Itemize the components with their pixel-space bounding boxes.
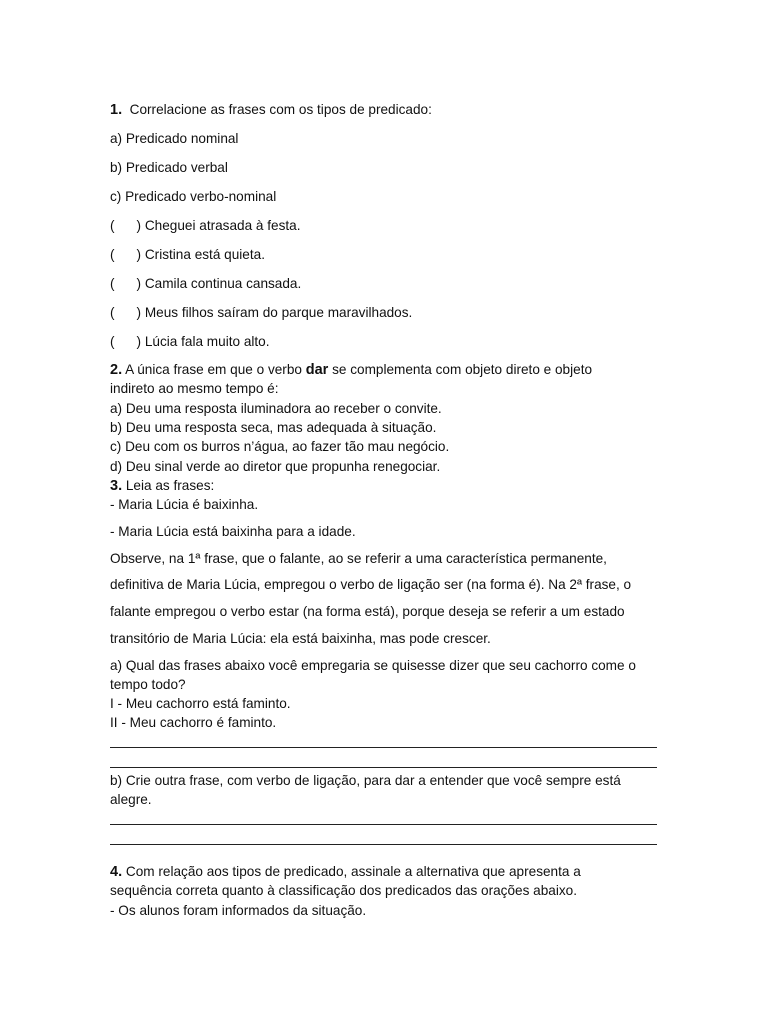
answer-line[interactable]	[110, 844, 657, 845]
q1-item-text: Cheguei atrasada à festa.	[144, 218, 301, 233]
q1-item	[110, 245, 660, 264]
q1-item-text: Lúcia fala muito alto.	[144, 334, 270, 349]
q3-sentence-1: - Maria Lúcia é baixinha.	[110, 497, 259, 512]
q1-item	[110, 274, 660, 293]
q2-number: 2.	[110, 362, 123, 378]
q3-paragraph-line: falante empregou o verbo estar (na forma está), porque deseja se referir a um estado	[110, 604, 625, 619]
q2-option-b: b) Deu uma resposta seca, mas adequada à situação.	[110, 420, 437, 435]
q3-paragraph-line: definitiva de Maria Lúcia, empregou o verbo de ligação ser (na forma é). Na 2ª frase, o	[110, 577, 632, 592]
paren-close: )	[136, 247, 142, 262]
q4-prompt	[110, 862, 660, 882]
paren-close: )	[136, 276, 142, 291]
q3a-option-ii: II - Meu cachorro é faminto.	[110, 715, 277, 730]
paren-open: (	[110, 334, 115, 349]
paren-close: )	[136, 218, 142, 233]
q3-prompt-text: Leia as frases:	[125, 478, 215, 493]
q1-item	[110, 303, 660, 322]
q3a-option-i: I - Meu cachorro está faminto.	[110, 696, 291, 711]
q1-option-b: b) Predicado verbal	[110, 160, 228, 175]
q4-prompt-line2: sequência correta quanto à classificação dos predicados das orações abaixo.	[110, 883, 578, 898]
q1-item	[110, 216, 660, 235]
q1-number: 1.	[110, 102, 123, 118]
answer-line[interactable]	[110, 747, 657, 748]
q1-prompt	[110, 100, 660, 120]
q3a-question-cont: tempo todo?	[110, 677, 186, 692]
paren-open: (	[110, 218, 115, 233]
q1-item-text: Camila continua cansada.	[144, 276, 302, 291]
q2-prompt-line2: indireto ao mesmo tempo é:	[110, 381, 279, 396]
q2-option-a: a) Deu uma resposta iluminadora ao receber o convite.	[110, 401, 442, 416]
q4-sentence: - Os alunos foram informados da situação.	[110, 903, 367, 918]
q3-number: 3.	[110, 478, 123, 494]
paren-close: )	[136, 334, 142, 349]
paren-close: )	[136, 305, 142, 320]
paren-open: (	[110, 276, 115, 291]
q2-prompt-before: A única frase em que o verbo	[125, 362, 302, 377]
q2-prompt-after: se complementa com objeto direto e objeto	[332, 362, 593, 377]
q3a-question: a) Qual das frases abaixo você empregaria se quisesse dizer que seu cachorro come o	[110, 658, 636, 673]
q2-option-c: c) Deu com os burros n’água, ao fazer tão mau negócio.	[110, 439, 450, 454]
answer-line[interactable]	[110, 767, 657, 768]
q1-item-text: Meus filhos saíram do parque maravilhados.	[144, 305, 413, 320]
q1-option-c: c) Predicado verbo-nominal	[110, 189, 277, 204]
paren-open: (	[110, 305, 115, 320]
q1-item	[110, 332, 660, 351]
q2-prompt	[110, 360, 660, 380]
q1-option-a: a) Predicado nominal	[110, 131, 239, 146]
q2-verb: dar	[305, 362, 329, 378]
answer-line[interactable]	[110, 824, 657, 825]
q4-prompt-text: Com relação aos tipos de predicado, assinale a alternativa que apresenta a	[125, 864, 581, 879]
q3b-question-cont: alegre.	[110, 792, 152, 807]
q1-prompt-text: Correlacione as frases com os tipos de predicado:	[129, 102, 432, 117]
q3-paragraph-line: Observe, na 1ª frase, que o falante, ao se referir a uma característica permanente,	[110, 551, 607, 566]
q1-item-text: Cristina está quieta.	[144, 247, 265, 262]
q2-option-d: d) Deu sinal verde ao diretor que propunha renegociar.	[110, 459, 441, 474]
q3-sentence-2: - Maria Lúcia está baixinha para a idade.	[110, 524, 356, 539]
paren-open: (	[110, 247, 115, 262]
q3-prompt	[110, 476, 660, 496]
q3-paragraph-line: transitório de Maria Lúcia: ela está baixinha, mas pode crescer.	[110, 631, 491, 646]
q4-number: 4.	[110, 864, 123, 880]
q3b-question: b) Crie outra frase, com verbo de ligação, para dar a entender que você sempre está	[110, 773, 621, 788]
